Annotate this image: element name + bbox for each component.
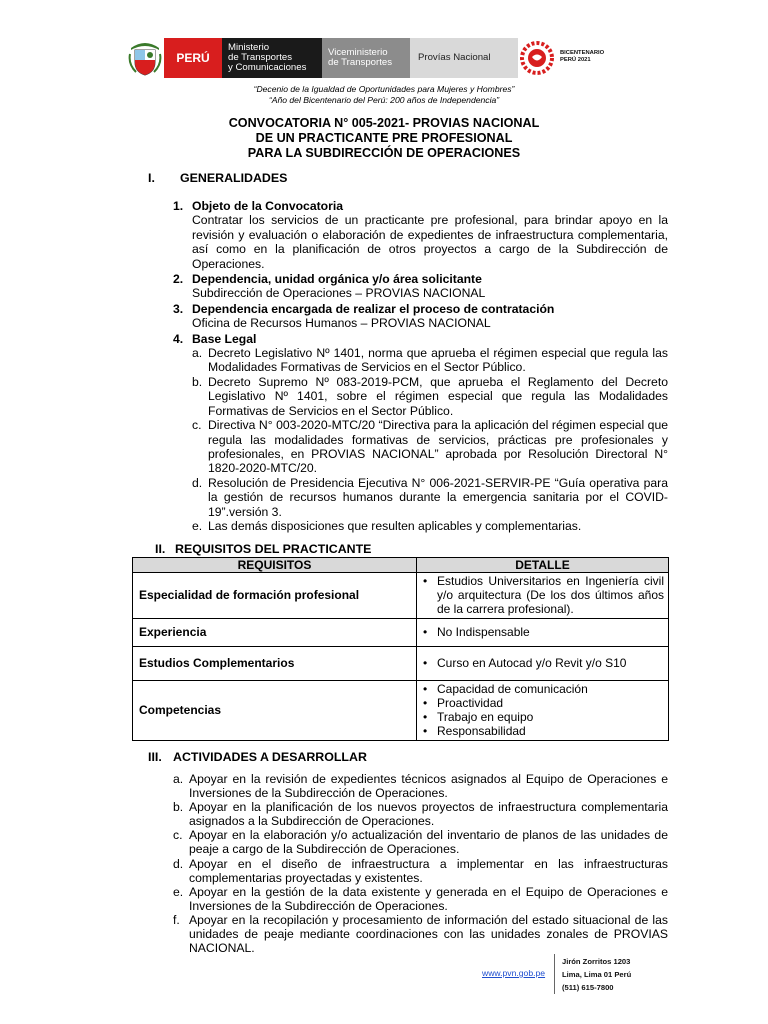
ministry-name — [222, 43, 306, 73]
item-heading: Objeto de la Convocatoria — [192, 199, 344, 213]
activity-item — [173, 800, 668, 828]
section-heading-actividades — [148, 750, 367, 764]
item-number: 4. — [173, 331, 184, 346]
title-line: DE UN PRACTICANTE PRE PROFESIONAL — [255, 131, 513, 145]
item-heading: Base Legal — [192, 331, 257, 346]
section-number: III. — [148, 750, 162, 764]
section-number: II. — [155, 542, 166, 556]
decenio-mottos — [0, 84, 768, 106]
legal-letter: e. — [192, 518, 203, 533]
activity-text: Apoyar en la revisión de expedientes técnicos asignados al Equipo de Operaciones e Inversiones de la Subdirección de Operaciones. — [189, 772, 668, 801]
viceministry-line: Viceministerio — [328, 47, 388, 58]
requirement-detail — [417, 680, 669, 740]
legal-item — [192, 346, 668, 375]
item-text: Oficina de Recursos Humanos – PROVIAS NACIONAL — [192, 316, 491, 331]
activities-list — [173, 772, 668, 955]
motto-line: “Decenio de la Igualdad de Oportunidades para Mujeres y Hombres” — [253, 84, 515, 94]
table-row — [133, 646, 669, 680]
activity-letter: e. — [173, 884, 184, 899]
legal-letter: c. — [192, 418, 202, 433]
footer-divider — [554, 954, 555, 994]
activity-item — [173, 913, 668, 955]
list-item — [173, 332, 668, 346]
address-line: Lima, Lima 01 Perú — [562, 970, 632, 979]
requirement-name: Experiencia — [133, 618, 417, 646]
legal-item — [192, 519, 668, 533]
item-text: Subdirección de Operaciones – PROVIAS NACIONAL — [192, 286, 486, 301]
requirement-name: Competencias — [133, 680, 417, 740]
item-heading: Dependencia encargada de realizar el proceso de contratación — [192, 301, 555, 316]
ministry-line: de Transportes — [228, 52, 292, 63]
list-item — [173, 272, 668, 301]
legal-item — [192, 375, 668, 418]
requirement-name: Estudios Complementarios — [133, 646, 417, 680]
requirements-table — [132, 557, 669, 741]
detail-bullet: • Estudios Universitarios en Ingeniería civil y/o arquitectura (De los dos últimos años de la carrera profesional). — [423, 574, 664, 617]
document-title — [0, 116, 768, 161]
item-text: Contratar los servicios de un practicante pre profesional, para brindar apoyo en la revisión y evaluación o elaboración de expedientes de infraestructura complementaria, así como en la planificación de otros proyectos a cargo de la Subdirección de Operaciones. — [192, 213, 668, 271]
detail-bullet: • Curso en Autocad y/o Revit y/o S10 — [423, 656, 664, 670]
bicentenario-text — [560, 50, 604, 64]
detail-bullet: • Proactividad — [423, 696, 664, 710]
title-line: PARA LA SUBDIRECCIÓN DE OPERACIONES — [247, 146, 521, 160]
legal-text: Resolución de Presidencia Ejecutiva N° 006-2021-SERVIR-PE “Guía operativa para la gestión de recursos humanos durante la emergencia sanitaria por el COVID-19”.versión 3. — [208, 475, 668, 519]
legal-item — [192, 476, 668, 519]
footer-address — [562, 955, 631, 994]
list-item — [173, 199, 668, 271]
activity-item — [173, 857, 668, 885]
generalidades-list — [173, 199, 668, 533]
detail-bullet: • Trabajo en equipo — [423, 710, 664, 724]
column-header: DETALLE — [417, 558, 669, 573]
requirement-detail — [417, 618, 669, 646]
legal-letter: a. — [192, 346, 203, 361]
bicentenario-emblem-icon — [520, 40, 554, 76]
section-heading-generalidades — [148, 171, 287, 185]
activity-text: Apoyar en el diseño de infraestructura a implementar en las infraestructuras complementarias proyectadas y existentes. — [189, 856, 668, 885]
base-legal-list — [192, 346, 668, 533]
peru-label: PERÚ — [164, 38, 222, 78]
detail-bullet: • No Indispensable — [423, 625, 664, 639]
legal-text: Las demás disposiciones que resulten aplicables y complementarias. — [208, 518, 582, 533]
bicentenario-line: BICENTENARIO — [560, 50, 605, 56]
list-item — [173, 302, 668, 331]
address-line: (511) 615-7800 — [562, 983, 614, 992]
activity-text: Apoyar en la elaboración y/o actualización del inventario de planos de las unidades de peaje a cargo de la Subdirección de Operaciones. — [189, 828, 668, 857]
legal-text: Decreto Supremo Nº 083-2019-PCM, que aprueba el Reglamento del Decreto Legislativo Nº 1401, sobre el régimen especial que regula las Modalidades Formativas de Servicios en el Sector Público. — [208, 374, 668, 418]
table-row — [133, 618, 669, 646]
activity-item — [173, 885, 668, 913]
coat-of-arms-icon — [128, 40, 162, 76]
activity-letter: d. — [173, 856, 184, 871]
section-title: ACTIVIDADES A DESARROLLAR — [173, 750, 367, 764]
activity-text: Apoyar en la recopilación y procesamiento de información del estado situacional de las unidades de peaje mediante coordinaciones con las unidades zonales de PROVIAS NACIONAL. — [189, 912, 668, 956]
requirement-detail — [417, 646, 669, 680]
ministry-line: Ministerio — [228, 42, 270, 53]
bicentenario-logo — [520, 40, 616, 76]
viceministry-line: de Transportes — [328, 57, 392, 68]
bicentenario-line: PERÚ 2021 — [560, 57, 591, 63]
activity-item — [173, 772, 668, 800]
table-row — [133, 573, 669, 619]
provias-block: Provías Nacional — [410, 38, 518, 78]
ministry-logo-block — [164, 38, 322, 78]
section-title: GENERALIDADES — [180, 171, 288, 185]
item-number: 1. — [173, 199, 184, 213]
address-line: Jirón Zorritos 1203 — [562, 957, 631, 966]
item-number: 3. — [173, 301, 184, 316]
requirement-name: Especialidad de formación profesional — [133, 573, 417, 619]
website-link[interactable]: www.pvn.gob.pe — [482, 968, 546, 978]
table-header-row — [133, 558, 669, 573]
activity-letter: b. — [173, 800, 184, 815]
section-heading-requisitos — [155, 542, 371, 556]
activity-letter: c. — [173, 828, 183, 843]
item-number: 2. — [173, 272, 184, 287]
activity-letter: f. — [173, 912, 180, 927]
motto-line: “Año del Bicentenario del Perú: 200 años de Independencia” — [268, 95, 500, 105]
activity-text: Apoyar en la planificación de los nuevos proyectos de infraestructura complementaria asignados a la Subdirección de Operaciones. — [189, 800, 668, 829]
legal-letter: b. — [192, 374, 203, 389]
requirement-detail — [417, 573, 669, 619]
document-header — [128, 38, 618, 78]
item-heading: Dependencia, unidad orgánica y/o área solicitante — [192, 272, 482, 287]
activity-text: Apoyar en la gestión de la data existente y generada en el Equipo de Operaciones e Inversiones de la Subdirección de Operaciones. — [189, 884, 668, 913]
document-footer — [482, 954, 642, 994]
ministry-line: y Comunicaciones — [228, 62, 307, 73]
activity-item — [173, 828, 668, 856]
detail-bullet: • Capacidad de comunicación — [423, 682, 664, 696]
viceministry-block — [322, 38, 410, 78]
table-row — [133, 680, 669, 740]
title-line: CONVOCATORIA N° 005-2021- PROVIAS NACIONAL — [228, 116, 540, 130]
column-header: REQUISITOS — [133, 558, 417, 573]
section-title: REQUISITOS DEL PRACTICANTE — [175, 542, 372, 556]
detail-bullet: • Responsabilidad — [423, 724, 664, 738]
activity-letter: a. — [173, 772, 184, 786]
legal-text: Directiva N° 003-2020-MTC/20 “Directiva para la aplicación del régimen especial que regula las modalidades formativas de servicios, prácticas pre profesionales y profesionales, en PROVIAS NACIONAL” aprobada por Resolución Directoral N° 1820-2020-MTC/20. — [208, 418, 668, 476]
section-number: I. — [148, 171, 155, 185]
legal-text: Decreto Legislativo Nº 1401, norma que aprueba el régimen especial que regula las Modalidades Formativas de Servicios en el Sector Público. — [208, 346, 668, 375]
legal-item — [192, 418, 668, 476]
legal-letter: d. — [192, 475, 203, 490]
